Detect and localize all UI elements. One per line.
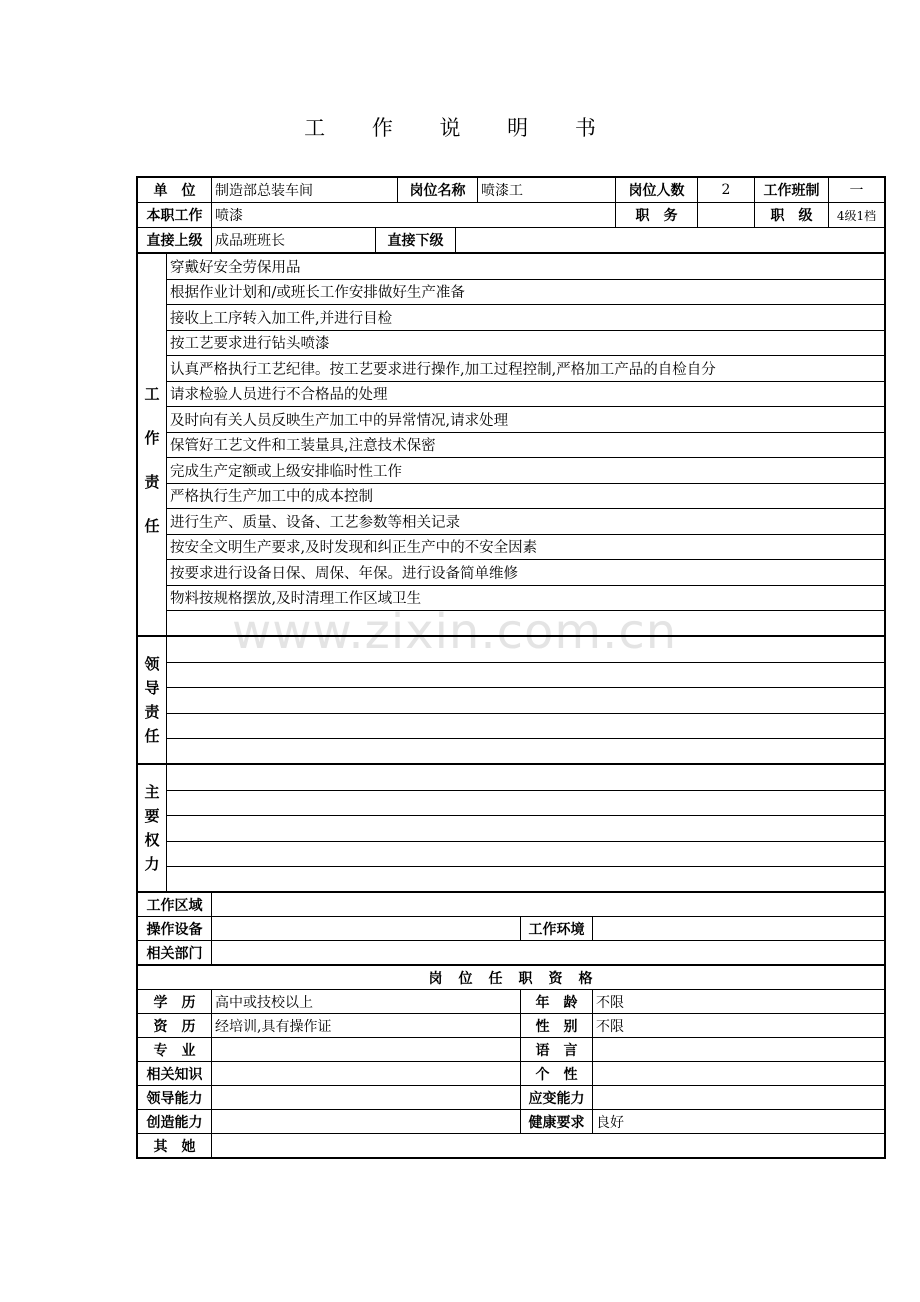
duty-item: 根据作业计划和/或班长工作安排做好生产准备: [167, 280, 884, 306]
education-value: 高中或技校以上: [211, 990, 520, 1013]
age-label: 年 龄: [520, 990, 592, 1013]
watermark: www.zixin.com.cn: [232, 604, 678, 660]
duties-label-char: 工: [144, 384, 160, 403]
post-count-label: 岗位人数: [615, 178, 697, 202]
authority-item: [167, 867, 884, 893]
age-value: 不限: [592, 990, 884, 1013]
superior-label: 直接上级: [146, 233, 203, 249]
authority-label: [138, 765, 167, 891]
language-value: [592, 1038, 884, 1061]
duties-list: [167, 254, 884, 635]
duty-item: 及时向有关人员反映生产加工中的异常情况,请求处理: [167, 407, 884, 433]
duties-label-char: 任: [144, 516, 160, 535]
job-description-table: [136, 176, 886, 1159]
qual-row-7: [138, 1134, 884, 1157]
duty-item: 完成生产定额或上级安排临时性工作: [167, 458, 884, 484]
qualifications-heading-row: [138, 966, 884, 990]
duties-label-char: 作: [144, 428, 160, 447]
post-name-value: 喷漆工: [477, 178, 615, 202]
authority-item: [167, 842, 884, 868]
adaptability-value: [592, 1086, 884, 1109]
health-label: 健康要求: [520, 1110, 592, 1133]
leadership-ability-label: 领导能力: [146, 1090, 203, 1107]
qual-row-4: [138, 1062, 884, 1086]
dept-value: [211, 941, 884, 964]
work-area-row: [138, 893, 884, 917]
main-job-label: 本职工作: [146, 208, 203, 224]
leadership-label-char: 责: [144, 703, 160, 721]
duty-item: [167, 611, 884, 637]
document-title: 工 作 说 明 书: [304, 116, 616, 140]
equipment-value: [211, 917, 520, 940]
qual-row-1: [138, 990, 884, 1014]
leadership-item: [167, 663, 884, 689]
leadership-ability-value: [211, 1086, 520, 1109]
creativity-label: 创造能力: [146, 1114, 203, 1131]
education-label: 学 历: [153, 994, 196, 1011]
equipment-label: 操作设备: [146, 921, 203, 938]
qual-row-3: [138, 1038, 884, 1062]
duties-section: [138, 254, 884, 637]
experience-value: 经培训,具有操作证: [211, 1014, 520, 1037]
authority-label-char: 权: [144, 831, 160, 849]
duty-item: 按工艺要求进行钻头喷漆: [167, 331, 884, 357]
personality-value: [592, 1062, 884, 1085]
work-area-label: 工作区域: [146, 897, 203, 914]
qualifications-heading: 岗 位 任 职 资 格: [428, 970, 594, 987]
leadership-label: [138, 637, 167, 763]
authority-item: [167, 765, 884, 791]
grade-value: 4级1档: [828, 203, 884, 227]
post-name-label: 岗位名称: [397, 178, 477, 202]
qual-row-6: [138, 1110, 884, 1134]
post-count-value: 2: [697, 178, 754, 202]
leadership-list: [167, 637, 884, 763]
duty-item: 进行生产、质量、设备、工艺参数等相关记录: [167, 509, 884, 535]
leadership-item: [167, 637, 884, 663]
personality-label: 个 性: [520, 1062, 592, 1085]
equipment-row: [138, 917, 884, 941]
experience-label: 资 历: [153, 1018, 196, 1035]
environment-label: 工作环境: [520, 917, 592, 940]
work-area-value: [211, 893, 884, 916]
duties-label: [138, 254, 167, 635]
authority-list: [167, 765, 884, 891]
leadership-label-char: 任: [144, 727, 160, 745]
position-value: [697, 203, 754, 227]
subordinate-value: [455, 228, 884, 252]
knowledge-label: 相关知识: [146, 1066, 203, 1083]
superior-value: 成品班班长: [211, 228, 375, 252]
position-label: 职 务: [615, 203, 697, 227]
leadership-item: [167, 739, 884, 765]
authority-label-char: 要: [144, 807, 160, 825]
major-label: 专 业: [153, 1042, 196, 1059]
subordinate-label: 直接下级: [375, 228, 455, 252]
unit-label: 单 位: [153, 183, 196, 199]
authority-section: [138, 765, 884, 893]
qual-row-5: [138, 1086, 884, 1110]
leadership-item: [167, 688, 884, 714]
shift-label: 工作班制: [754, 178, 828, 202]
duty-item: 保管好工艺文件和工装量具,注意技术保密: [167, 433, 884, 459]
duty-item: 按要求进行设备日保、周保、年保。进行设备简单维修: [167, 560, 884, 586]
creativity-value: [211, 1110, 520, 1133]
duty-item: 请求检验人员进行不合格品的处理: [167, 382, 884, 408]
duty-item: 接收上工序转入加工件,并进行目检: [167, 305, 884, 331]
environment-value: [592, 917, 884, 940]
duty-item: 物料按规格摆放,及时清理工作区域卫生: [167, 586, 884, 612]
gender-value: 不限: [592, 1014, 884, 1037]
dept-label: 相关部门: [146, 945, 203, 962]
qual-row-2: [138, 1014, 884, 1038]
header-row-1: [138, 178, 884, 203]
authority-label-char: 力: [144, 855, 160, 873]
other-value: [211, 1134, 884, 1157]
duty-item: 认真严格执行工艺纪律。按工艺要求进行操作,加工过程控制,严格加工产品的自检自分: [167, 356, 884, 382]
authority-item: [167, 816, 884, 842]
grade-label: 职 级: [754, 203, 828, 227]
unit-value: 制造部总装车间: [211, 178, 397, 202]
dept-row: [138, 941, 884, 966]
language-label: 语 言: [520, 1038, 592, 1061]
gender-label: 性 别: [520, 1014, 592, 1037]
leadership-label-char: 导: [144, 679, 160, 697]
other-label: 其 她: [153, 1138, 196, 1155]
shift-value: 一: [828, 178, 884, 202]
leadership-item: [167, 714, 884, 740]
major-value: [211, 1038, 520, 1061]
adaptability-label: 应变能力: [520, 1086, 592, 1109]
header-row-3: [138, 228, 884, 254]
duty-item: 按安全文明生产要求,及时发现和纠正生产中的不安全因素: [167, 535, 884, 561]
leadership-section: [138, 637, 884, 765]
knowledge-value: [211, 1062, 520, 1085]
duty-item: 穿戴好安全劳保用品: [167, 254, 884, 280]
authority-label-char: 主: [144, 783, 160, 801]
duty-item: 严格执行生产加工中的成本控制: [167, 484, 884, 510]
header-row-2: [138, 203, 884, 228]
duties-label-char: 责: [144, 472, 160, 491]
health-value: 良好: [592, 1110, 884, 1133]
main-job-value: 喷漆: [211, 203, 615, 227]
leadership-label-char: 领: [144, 655, 160, 673]
authority-item: [167, 791, 884, 817]
